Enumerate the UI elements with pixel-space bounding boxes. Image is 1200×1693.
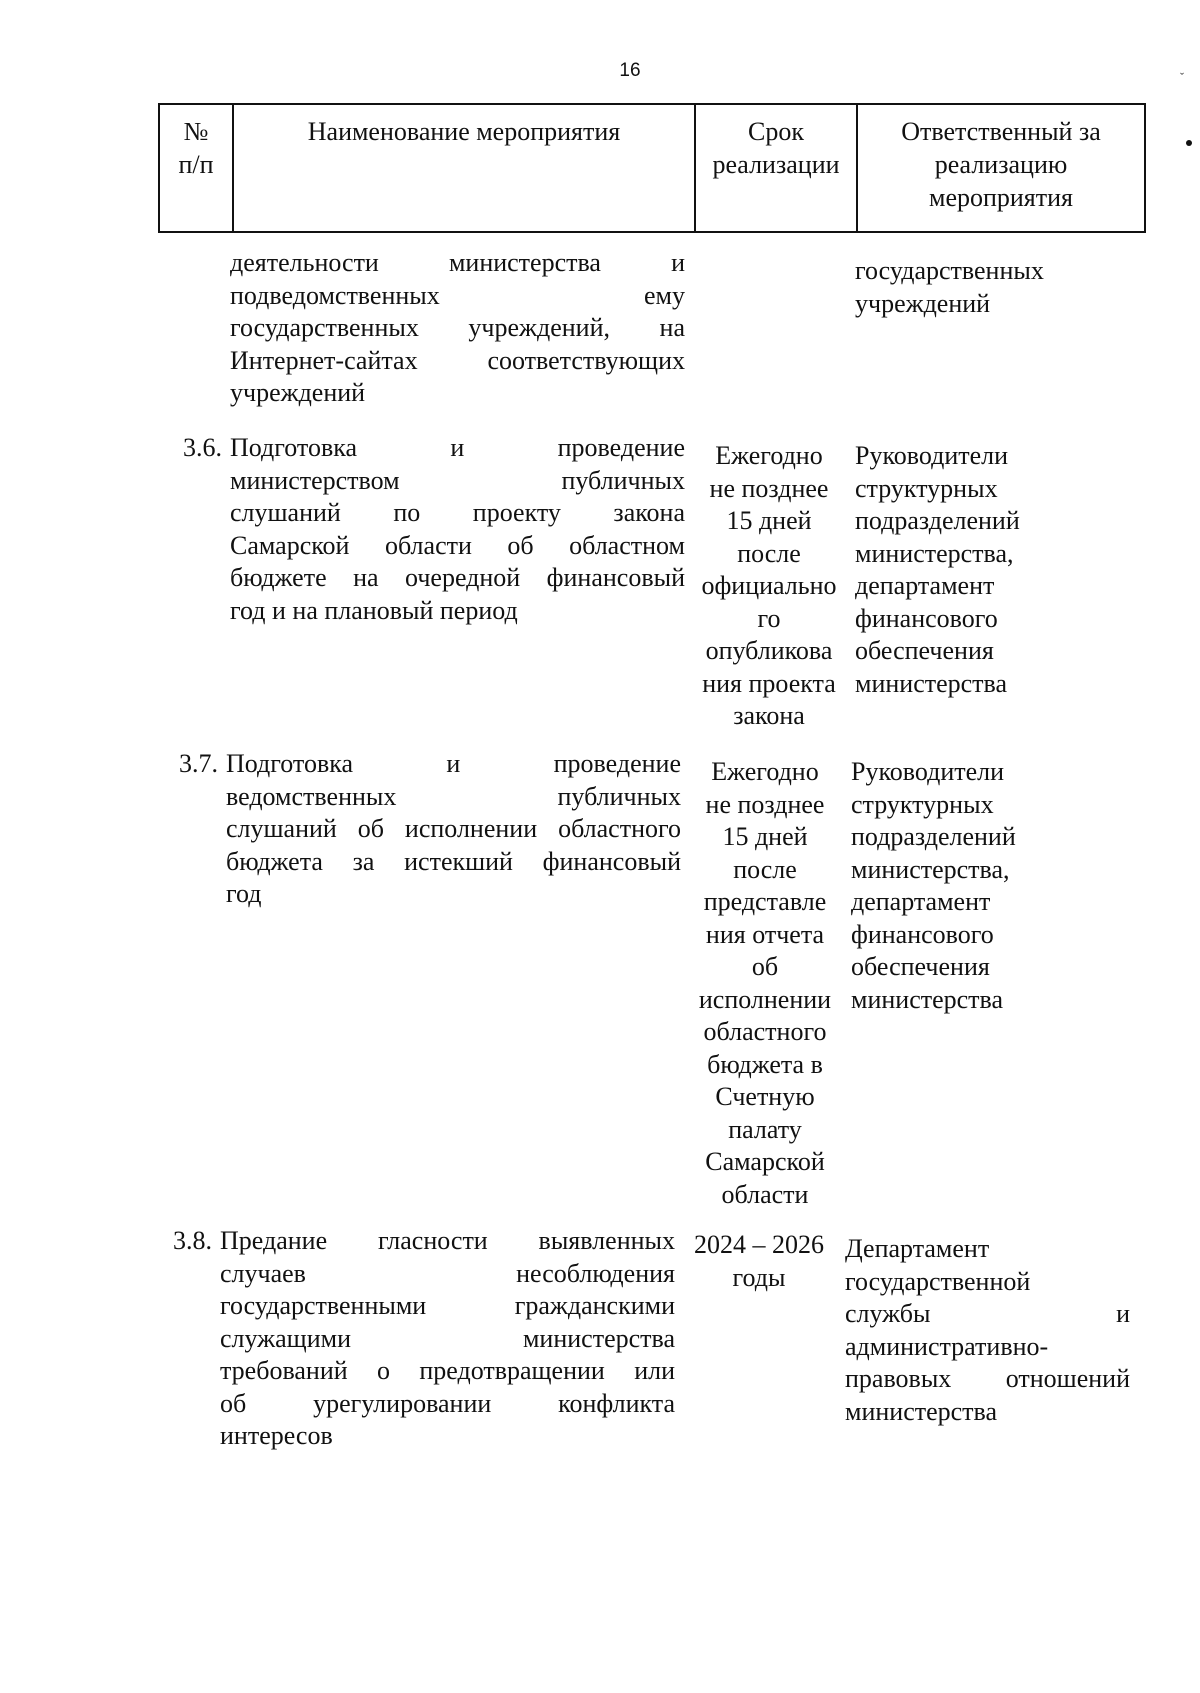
row-description [226,748,681,911]
resp-line: обеспечения [855,636,994,665]
term-line: Счетную [715,1082,815,1111]
term-line: после [733,854,797,884]
resp-line: службы и [845,1299,1130,1328]
row-description [230,432,685,627]
desc-line: об урегулировании конфликта [220,1388,675,1418]
resp-line: Департамент [845,1234,990,1263]
header-col-number: № п/п [159,104,233,232]
resp-line: структурных [855,473,998,503]
resp-line: структурных [851,789,994,819]
term-line: го [757,603,781,633]
term-line: не позднее [709,473,829,503]
desc-line: министерством публичных [230,465,685,495]
resp-line: министерства [851,984,1004,1014]
row-term [678,1229,840,1294]
resp-line: обеспечения [851,952,990,981]
resp-line: административно- [845,1331,1049,1361]
row-responsible [845,1233,1130,1428]
desc-line: учреждений [230,378,366,407]
resp-line: министерства [855,668,1008,698]
desc-line: государственных учреждений, на [230,313,685,342]
term-line: области [721,1179,809,1209]
term-line: бюджета в [707,1049,823,1079]
desc-line: слушаний об исполнении областного [226,814,681,843]
term-line: опубликова [705,636,833,665]
term-line: официально [701,571,837,600]
term-line: представле [703,887,827,916]
term-line: не позднее [705,789,825,819]
resp-line: государственной [845,1266,1031,1296]
row-description [230,247,685,410]
term-line: годы [732,1262,786,1292]
term-line: Самарской [705,1147,825,1176]
resp-line: департамент [851,887,991,916]
desc-line: подведомственных ему [230,280,685,310]
term-line: Ежегодно [711,757,819,786]
scan-mark: ˇ [1180,70,1184,84]
resp-line: финансового [855,603,998,633]
desc-line: год [226,879,262,908]
resp-line: государственных [855,256,1044,285]
desc-line: государственными гражданскими [220,1291,675,1320]
resp-line: Руководители [855,441,1009,470]
resp-line: подразделений [851,822,1016,851]
term-line: закона [733,701,805,730]
resp-line: правовых отношений [845,1364,1130,1393]
desc-line: интересов [220,1421,333,1450]
term-line: областного [703,1017,827,1046]
term-line: 2024 – 2026 [694,1230,824,1259]
desc-line: служащими министерства [220,1323,675,1353]
desc-line: бюджете на очередной финансовый [230,563,685,592]
desc-line: Предание гласности выявленных [220,1226,675,1255]
resp-line: финансового [851,919,994,949]
table-header [158,103,1146,233]
resp-line: министерства [845,1396,998,1426]
header-col-name: Наименование мероприятия [233,104,695,232]
resp-line: Руководители [851,757,1005,786]
row-number: 3.6. [183,433,222,462]
resp-line: министерства, [855,538,1014,568]
header-col-responsible: Ответственный за реализацию мероприятия [857,104,1145,232]
desc-line: слушаний по проекту закона [230,498,685,527]
term-line: Ежегодно [715,441,823,470]
term-line: палату [728,1114,802,1144]
desc-line: требований о предотвращении или [220,1356,675,1385]
term-line: об [751,952,779,981]
term-line: 15 дней [726,506,812,535]
term-line: 15 дней [722,822,808,851]
row-number: 3.8. [173,1226,212,1255]
desc-line: Подготовка и проведение [230,433,685,462]
term-line: ния отчета [705,919,825,949]
desc-line: Интернет-сайтах соответствующих [230,345,685,375]
desc-line: год и на плановый период [230,595,518,625]
row-description [220,1225,675,1453]
resp-line: министерства, [851,854,1010,884]
term-line: ния проекта [702,668,836,698]
desc-line: бюджета за истекший финансовый [226,846,681,876]
scan-dot [1186,140,1192,146]
term-line: после [737,538,801,568]
row-responsible [855,255,1140,320]
desc-line: ведомственных публичных [226,781,681,811]
desc-line: случаев несоблюдения [220,1258,675,1288]
term-line: исполнении [698,984,832,1014]
row-term [688,440,850,733]
resp-line: департамент [855,571,995,600]
page-number: 16 [619,60,641,81]
desc-line: Подготовка и проведение [226,749,681,778]
desc-line: Самарской области об областном [230,530,685,560]
resp-line: учреждений [855,288,991,318]
resp-line: подразделений [855,506,1020,535]
row-responsible [851,756,1136,1016]
header-col-term: Срок реализации [695,104,857,232]
row-responsible [855,440,1140,700]
row-number: 3.7. [179,749,218,778]
desc-line: деятельности министерства и [230,248,685,277]
row-term [684,756,846,1211]
